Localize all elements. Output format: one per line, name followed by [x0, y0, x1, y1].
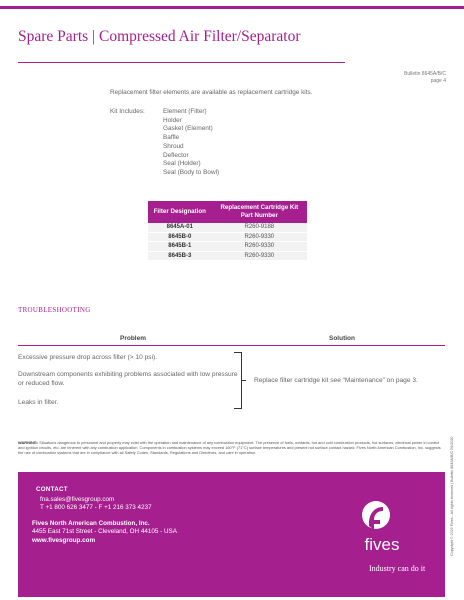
table-row	[148, 232, 307, 242]
kit-item: Gasket (Element)	[163, 125, 213, 133]
contact-email-link[interactable]: fna.sales@fivesgroup.com	[40, 496, 115, 503]
warning-label: WARNING:	[18, 440, 39, 445]
part-number-cell: R260-9330	[212, 242, 307, 252]
kit-includes-label: Kit Includes:	[110, 108, 145, 115]
contact-footer	[18, 472, 445, 597]
part-number-cell: R260-9330	[212, 251, 307, 261]
parts-table	[148, 201, 307, 261]
top-rule	[0, 6, 464, 9]
kit-item: Baffle	[163, 134, 180, 142]
copyright-note: Copyright © 2020 Fives - All rights reserved | Bulletin 8645A/B/C 06/2020	[450, 436, 454, 556]
contact-phone: T +1 800 626 3477 - F +1 216 373 4237	[40, 504, 152, 511]
solution-text: Replace filter cartridge kit see “Maintenance” on page 3.	[254, 377, 418, 384]
header-cartridge-kit: Replacement Cartridge Kit Part Number	[212, 201, 307, 223]
kit-item: Holder	[163, 116, 182, 124]
website-link[interactable]: www.fivesgroup.com	[32, 537, 96, 544]
logo-wordmark: fives	[364, 535, 400, 554]
troubleshooting-heading: TROUBLESHOOTING	[18, 306, 91, 314]
filter-designation-cell: 8645A-01	[148, 223, 212, 232]
page-number: page 4	[430, 78, 446, 84]
part-number-cell: R260-9330	[212, 232, 307, 242]
header-filter-designation: Filter Designation	[148, 201, 212, 223]
company-name: Fives North American Combustion, Inc.	[32, 520, 150, 527]
kit-item: Deflector	[163, 151, 189, 159]
problem-column-header: Problem	[120, 335, 147, 342]
title-rule	[18, 62, 345, 63]
table-row	[148, 251, 307, 261]
filter-designation-cell: 8645B-3	[148, 251, 212, 261]
replacement-intro: Replacement filter elements are available as replacement cartridge kits.	[110, 89, 313, 96]
problem-item: Leaks in filter.	[18, 399, 59, 406]
kit-item: Shroud	[163, 142, 184, 150]
problem-item: Downstream components exhibiting problems associated with low pressure or reduced flow.	[18, 371, 238, 387]
problem-item: Excessive pressure drop across filter (> 10 psi).	[18, 354, 158, 361]
troubleshooting-rule	[18, 345, 445, 346]
company-tagline: Industry can do it	[369, 564, 426, 573]
filter-designation-cell: 8645B-1	[148, 242, 212, 252]
solution-column-header: Solution	[329, 335, 355, 342]
contact-label: CONTACT	[36, 486, 68, 493]
warning-notice	[18, 440, 445, 455]
table-row	[148, 242, 307, 252]
kit-item: Element (Filter)	[163, 108, 207, 115]
part-number-cell: R260-9188	[212, 223, 307, 232]
warning-text: Situations dangerous to personnel and property may exist with the operation and maintenance of any combustion equipment. The presence of fuels, oxidants, hot and cold combustion products, hot surfaces, electrical power in control and ignition circuits, etc. are inherent with any combustion application. Components in combustion systems may exceed 160°F (71°C) surface temperatures and present hot surface contact hazard. Fives North American Combustion, Inc. suggests the use of combustion systems that are in compliance with all Safety Codes, Standards, Regulations and Directives, and care in operation.	[18, 440, 441, 455]
kit-items-list	[163, 108, 219, 178]
kit-item: Seal (Holder)	[163, 160, 201, 168]
table-header-row	[148, 201, 307, 223]
bulletin-number: Bulletin 8645A/B/C	[404, 71, 446, 77]
company-address: 4455 East 71st Street - Cleveland, OH 44105 - USA	[32, 528, 177, 535]
grouping-brace-point	[241, 380, 246, 381]
filter-designation-cell: 8645B-0	[148, 232, 212, 242]
bulletin-info	[404, 71, 446, 85]
page-title: Spare Parts | Compressed Air Filter/Separator	[18, 28, 301, 45]
fives-logo-icon	[352, 500, 412, 556]
kit-item: Seal (Body to Bowl)	[163, 168, 220, 176]
table-row	[148, 223, 307, 232]
